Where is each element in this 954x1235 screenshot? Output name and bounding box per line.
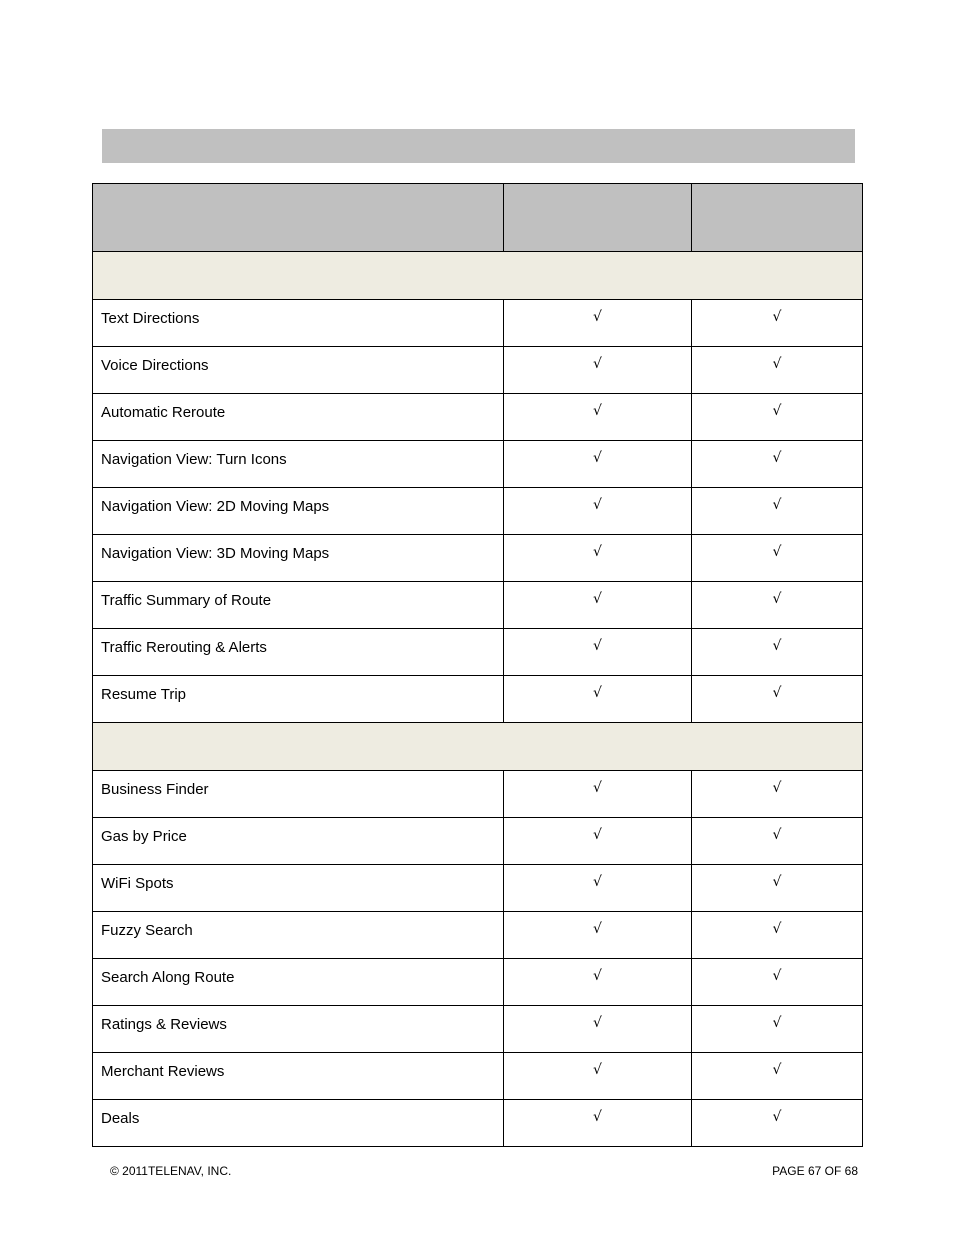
check-mark-icon: √ xyxy=(692,912,863,959)
table-row xyxy=(93,441,863,488)
table-row xyxy=(93,488,863,535)
check-mark-icon: √ xyxy=(692,629,863,676)
feature-name-cell: Ratings & Reviews xyxy=(93,1006,504,1053)
check-mark-icon: √ xyxy=(504,1100,692,1147)
feature-name-cell: Navigation View: 2D Moving Maps xyxy=(93,488,504,535)
table-row xyxy=(93,582,863,629)
table-row xyxy=(93,676,863,723)
check-mark-icon: √ xyxy=(504,629,692,676)
check-mark-icon: √ xyxy=(504,865,692,912)
feature-table xyxy=(92,183,863,1147)
feature-name-cell: Text Directions xyxy=(93,300,504,347)
table-row xyxy=(93,535,863,582)
feature-name-cell: Traffic Rerouting & Alerts xyxy=(93,629,504,676)
check-mark-icon: √ xyxy=(692,959,863,1006)
check-mark-icon: √ xyxy=(504,441,692,488)
table-row xyxy=(93,912,863,959)
title-bar xyxy=(102,129,855,163)
check-mark-icon: √ xyxy=(504,488,692,535)
feature-name-cell: Merchant Reviews xyxy=(93,1053,504,1100)
check-mark-icon: √ xyxy=(692,676,863,723)
table-row xyxy=(93,394,863,441)
header-feature-cell xyxy=(93,184,504,252)
check-mark-icon: √ xyxy=(692,582,863,629)
table-row xyxy=(93,865,863,912)
section-header-row xyxy=(93,252,863,300)
check-mark-icon: √ xyxy=(504,300,692,347)
table-row xyxy=(93,1053,863,1100)
table-row xyxy=(93,300,863,347)
feature-name-cell: Traffic Summary of Route xyxy=(93,582,504,629)
check-mark-icon: √ xyxy=(504,582,692,629)
header-column-2-cell xyxy=(692,184,863,252)
check-mark-icon: √ xyxy=(504,771,692,818)
feature-name-cell: Fuzzy Search xyxy=(93,912,504,959)
footer-page-number: PAGE 67 OF 68 xyxy=(772,1164,858,1178)
table-row xyxy=(93,347,863,394)
check-mark-icon: √ xyxy=(692,441,863,488)
header-column-1-cell xyxy=(504,184,692,252)
check-mark-icon: √ xyxy=(692,865,863,912)
feature-name-cell: Business Finder xyxy=(93,771,504,818)
feature-name-cell: Gas by Price xyxy=(93,818,504,865)
table-row xyxy=(93,1006,863,1053)
footer-copyright: © 2011TELENAV, INC. xyxy=(110,1164,232,1178)
feature-name-cell: Automatic Reroute xyxy=(93,394,504,441)
check-mark-icon: √ xyxy=(504,394,692,441)
check-mark-icon: √ xyxy=(692,1006,863,1053)
check-mark-icon: √ xyxy=(504,1006,692,1053)
feature-name-cell: Voice Directions xyxy=(93,347,504,394)
check-mark-icon: √ xyxy=(504,535,692,582)
check-mark-icon: √ xyxy=(504,1053,692,1100)
feature-name-cell: Navigation View: 3D Moving Maps xyxy=(93,535,504,582)
feature-name-cell: Navigation View: Turn Icons xyxy=(93,441,504,488)
feature-name-cell: WiFi Spots xyxy=(93,865,504,912)
feature-name-cell: Deals xyxy=(93,1100,504,1147)
check-mark-icon: √ xyxy=(504,347,692,394)
check-mark-icon: √ xyxy=(692,488,863,535)
check-mark-icon: √ xyxy=(692,394,863,441)
table-row xyxy=(93,771,863,818)
check-mark-icon: √ xyxy=(692,300,863,347)
table-header-row xyxy=(93,184,863,252)
table-row xyxy=(93,959,863,1006)
check-mark-icon: √ xyxy=(692,818,863,865)
section-header-row xyxy=(93,723,863,771)
section-header-cell xyxy=(93,723,863,771)
check-mark-icon: √ xyxy=(504,676,692,723)
feature-name-cell: Resume Trip xyxy=(93,676,504,723)
check-mark-icon: √ xyxy=(504,959,692,1006)
table-row xyxy=(93,818,863,865)
check-mark-icon: √ xyxy=(692,535,863,582)
check-mark-icon: √ xyxy=(692,1100,863,1147)
table-row xyxy=(93,1100,863,1147)
check-mark-icon: √ xyxy=(504,818,692,865)
check-mark-icon: √ xyxy=(504,912,692,959)
table-row xyxy=(93,629,863,676)
section-header-cell xyxy=(93,252,863,300)
check-mark-icon: √ xyxy=(692,1053,863,1100)
check-mark-icon: √ xyxy=(692,771,863,818)
feature-name-cell: Search Along Route xyxy=(93,959,504,1006)
check-mark-icon: √ xyxy=(692,347,863,394)
